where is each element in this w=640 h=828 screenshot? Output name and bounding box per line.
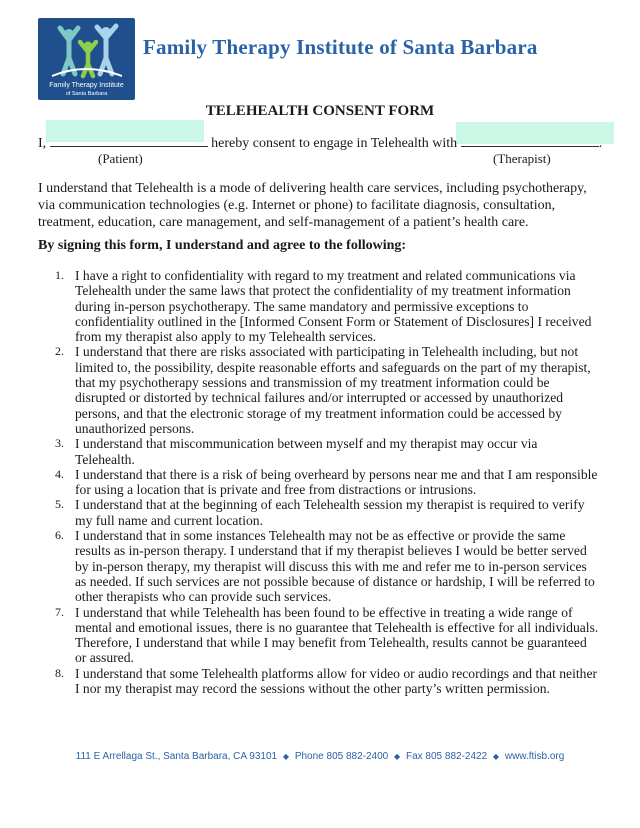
list-item: 8. I understand that some Telehealth platforms allow for video or audio recordings and that neither I nor my therapist may record the sessions without the other party’s written permission.: [55, 665, 597, 697]
logo-line-2: of Santa Barbara: [65, 91, 108, 97]
diamond-separator-icon: ◆: [394, 752, 401, 761]
consent-prefix: I,: [38, 136, 47, 151]
diamond-separator-icon: ◆: [492, 752, 500, 761]
diamond-separator-icon: ◆: [282, 752, 290, 761]
list-item: 4. I understand that there is a risk of being overheard by persons near me and that I am responsible for using a location that is private and free from distractions or intrusions.: [55, 466, 598, 498]
consent-items-list: [38, 268, 600, 696]
consent-suffix: .: [598, 136, 603, 151]
patient-blank-line: [50, 134, 208, 147]
list-item: 2. I understand that there are risks associated with participating in Telehealth including, but not limited to, the possibility, despite reasonable efforts and safeguards on the part of my therapist, that my psychotherapy sessions and transmission of my treatment information could be disrupted or distorted by technical failures and/or interrupted or accessed by unauthorized persons, and that the electronic storage of my treatment information could be accessed by unauthorized persons.: [55, 344, 591, 436]
footer-website-link[interactable]: www.ftisb.org: [504, 751, 565, 762]
family-figures-icon: [38, 18, 135, 82]
logo-caption: [38, 82, 135, 98]
footer-address: 111 E Arrellaga St., Santa Barbara, CA 93101: [75, 751, 278, 762]
organization-logo: [38, 18, 135, 100]
list-item: 3. I understand that miscommunication between myself and my therapist may occur via Telehealth.: [55, 436, 538, 467]
patient-caption: (Patient): [98, 151, 143, 166]
footer-fax: Fax 805 882-2422: [405, 751, 488, 762]
footer-contact: [0, 751, 640, 762]
logo-line-1: Family Therapy Institute: [49, 82, 124, 89]
footer-phone: Phone 805 882-2400: [294, 751, 389, 762]
list-item: 7. I understand that while Telehealth has been found to be effective in treating a wide range of mental and emotional issues, there is no guarantee that Telehealth is effective for all individuals. Therefore, I understand that while I may benefit from Telehealth, results cannot be guaranteed or assured.: [55, 604, 599, 666]
list-item: 6. I understand that in some instances Telehealth may not be as effective or provide the same results as in-person therapy. I understand that if my therapist believes I would be better served by in-person therapy, my therapist will discuss this with me and refer me to in-person services as needed. If such services are not possible because of distance or hardship, I will be referred to other therapists who can provide such services.: [55, 528, 595, 605]
consent-middle: hereby consent to engage in Telehealth with: [211, 136, 458, 151]
organization-name: Family Therapy Institute of Santa Barbara: [143, 35, 538, 59]
consent-statement: [38, 134, 602, 152]
therapist-caption: (Therapist): [493, 151, 551, 166]
agreement-heading: By signing this form, I understand and agree to the following:: [38, 238, 407, 253]
form-title: TELEHEALTH CONSENT FORM: [205, 103, 435, 119]
therapist-blank-line: [461, 134, 599, 147]
list-item: 5. I understand that at the beginning of each Telehealth session my therapist is required to verify my full name and current location.: [55, 497, 585, 528]
list-item: 1. I have a right to confidentiality with regard to my treatment and related communications via Telehealth under the same laws that protect the confidentiality of my treatment information during in-person psychotherapy. The same mandatory and permissive exceptions to confidentiality outlined in the [Informed Consent Form or Statement of Disclosures] I received from my therapist also apply to my Telehealth services.: [55, 268, 592, 345]
intro-paragraph: I understand that Telehealth is a mode of delivering health care services, including psychotherapy, via communication technologies (e.g. Internet or phone) to facilitate diagnosis, consultation, treatment, education, care management, and self-management of a patient’s health care.: [38, 181, 587, 230]
